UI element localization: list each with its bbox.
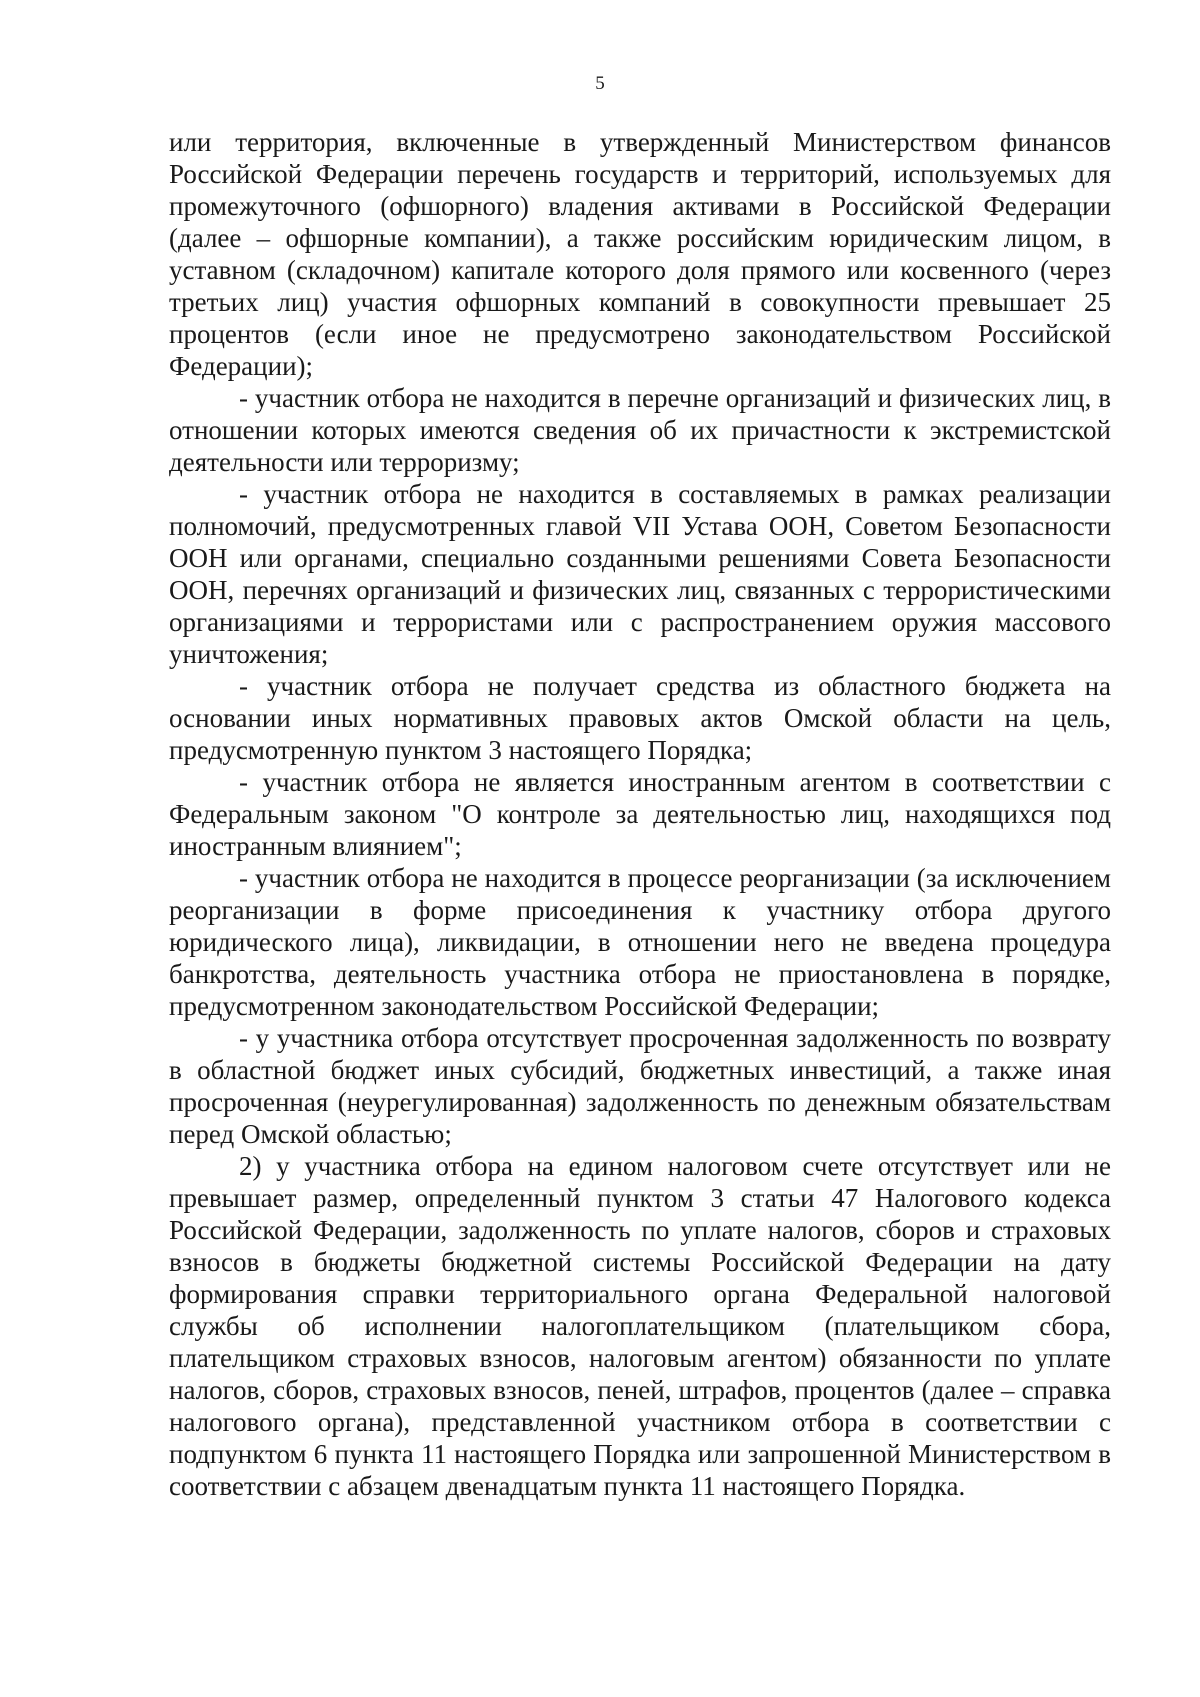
page-number: 5 [595,73,605,94]
paragraph-offshore-continuation: или территория, включенные в утвержденный Министерством финансов Российской Федерации перечень государств и территорий, используемых для промежуточного (офшорного) владения активами в Российской Федерации (далее – офшорные компании), а также российским юридическим лицом, в уставном (складочном) капитале которого доля прямого или косвенного (через третьих лиц) участия офшорных компаний в совокупности превышает 25 процентов (если иное не предусмотрено законодательством Российской Федерации); [169,127,1111,381]
paragraph-foreign-agent: - участник отбора не является иностранным агентом в соответствии с Федеральным законом "О контроле за деятельностью лиц, находящихся под иностранным влиянием"; [169,767,1111,861]
paragraph-no-other-budget-funds: - участник отбора не получает средства из областного бюджета на основании иных нормативных правовых актов Омской области на цель, предусмотренную пунктом 3 настоящего Порядка; [169,671,1111,765]
paragraph-reorganization: - участник отбора не находится в процессе реорганизации (за исключением реорганизации в форме присоединения к участнику отбора другого юридического лица), ликвидации, в отношении него не введена процедура банкротства, деятельность участника отбора не приостановлена в порядке, предусмотренном законодательством Российской Федерации; [169,863,1111,1021]
paragraph-overdue-debt: - у участника отбора отсутствует просроченная задолженность по возврату в областной бюджет иных субсидий, бюджетных инвестиций, а также иная просроченная (неурегулированная) задолженность по денежным обязательствам перед Омской областью; [169,1023,1111,1149]
paragraph-un-sanctions-list: - участник отбора не находится в составляемых в рамках реализации полномочий, предусмотренных главой VII Устава ООН, Советом Безопасности ООН или органами, специально созданными решениями Совета Безопасности ООН, перечнях организаций и физических лиц, связанных с террористическими организациями и террористами или с распространением оружия массового уничтожения; [169,479,1111,669]
document-body [169,126,1111,1502]
paragraph-tax-debt: 2) у участника отбора на едином налоговом счете отсутствует или не превышает размер, определенный пунктом 3 статьи 47 Налогового кодекса Российской Федерации, задолженность по уплате налогов, сборов и страховых взносов в бюджеты бюджетной системы Российской Федерации на дату формирования справки территориального органа Федеральной налоговой службы об исполнении налогоплательщиком (плательщиком сбора, плательщиком страховых взносов, налоговым агентом) обязанности по уплате налогов, сборов, страховых взносов, пеней, штрафов, процентов (далее – справка налогового органа), представленной участником отбора в соответствии с подпунктом 6 пункта 11 настоящего Порядка или запрошенной Министерством в соответствии с абзацем двенадцатым пункта 11 настоящего Порядка. [169,1151,1111,1501]
paragraph-extremism-list: - участник отбора не находится в перечне организаций и физических лиц, в отношении которых имеются сведения об их причастности к экстремистской деятельности или терроризму; [169,383,1111,477]
